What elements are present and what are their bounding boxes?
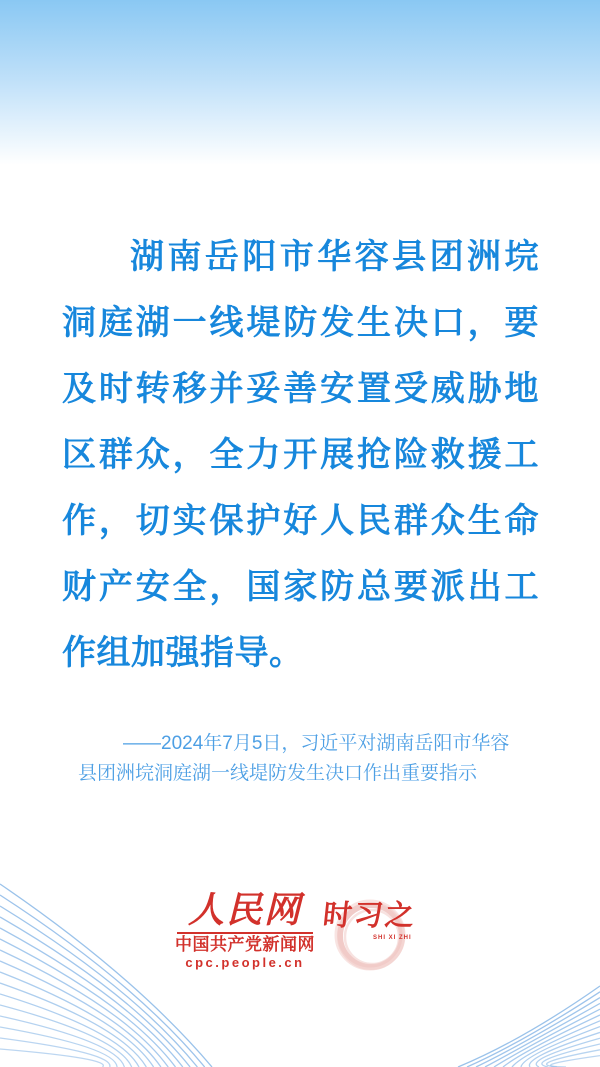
shixizhi-wordmark: 时习之 [321, 900, 418, 932]
people-net-wordmark: 人民网 [187, 889, 302, 930]
quote-text: 湖南岳阳市华容县团洲垸洞庭湖一线堤防发生决口，要及时转移并妥善安置受威胁地区群众，全力开展抢险救援工作，切实保护好人民群众生命财产安全，国家防总要派出工作组加强指导。 [62, 238, 539, 672]
cpc-news-domain: cpc.people.cn [185, 955, 305, 970]
top-gradient-decoration [0, 0, 600, 165]
people-daily-online-logo [175, 890, 315, 970]
footer-logos [0, 890, 600, 976]
attribution-text: ——2024年7月5日，习近平对湖南岳阳市华容县团洲垸洞庭湖一线堤防发生决口作出重要指示 [78, 733, 510, 784]
quote-block [62, 224, 539, 686]
shixizhi-romanized: SHI XI ZHI [373, 935, 412, 941]
logo-divider-line [177, 932, 313, 934]
cpc-news-site-name: 中国共产党新闻网 [175, 935, 315, 954]
shixizhi-logo [317, 890, 425, 976]
